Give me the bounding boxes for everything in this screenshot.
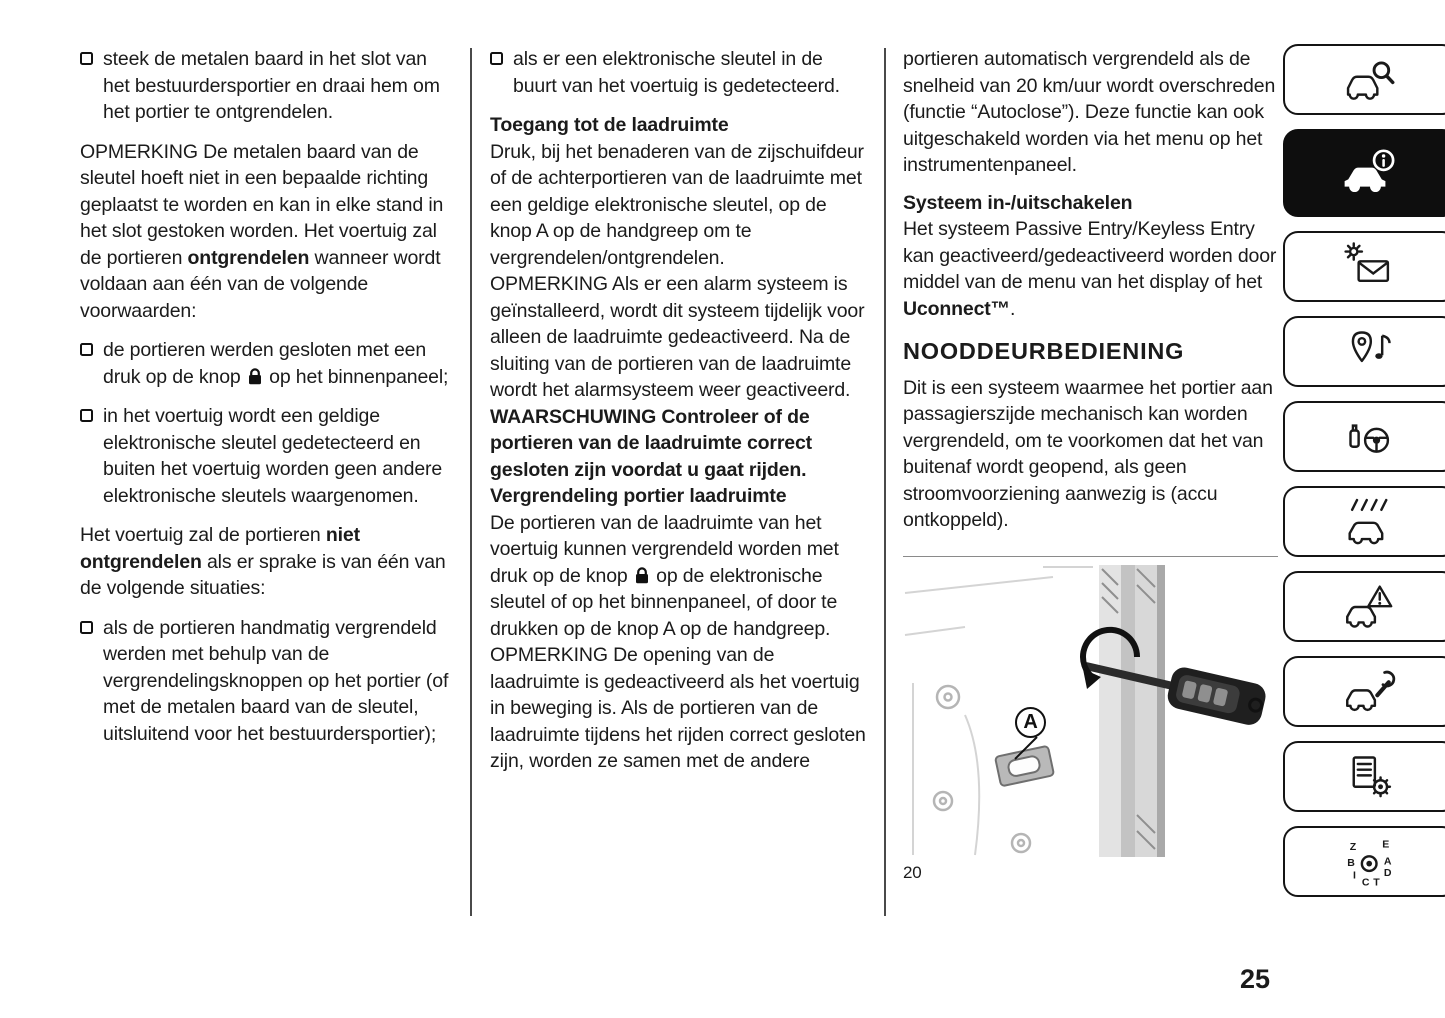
paragraph (490, 510, 866, 643)
list-item (80, 403, 454, 509)
sidebar-tab-driving-conditions[interactable] (1283, 486, 1445, 557)
text-run: Het systeem Passive Entry/Keyless Entry kan geactiveerd/gedeactiveerd worden door middel van de menu van het display of het (903, 218, 1277, 293)
warning-paragraph: WAARSCHUWING Controleer of de portieren van de laadruimte correct gesloten zijn voordat u gaat rijden. (490, 405, 813, 481)
paragraph: Druk, bij het benaderen van de zijschuifdeur of de achterportieren van de laadruimte met een geldige elektronische sleutel, op de knop A op de handgreep om te vergrendelen/ontgrendelen. (490, 140, 864, 269)
list-item (490, 46, 866, 99)
icon-pin-audio (1344, 326, 1396, 378)
sidebar-tab-alphabetical-index[interactable] (1283, 826, 1445, 897)
bullet-square-icon (80, 409, 93, 422)
chapter-heading: NOODDEURBEDIENING (903, 338, 1185, 364)
paragraph (903, 216, 1278, 322)
padlock-icon (248, 368, 262, 385)
paragraph: OPMERKING Als er een alarm systeem is geïnstalleerd, wordt dit systeem tijdelijk voor alleen de laadruimte gedeactiveerd. Na de sluiting van de portieren van de laadruimte wordt het alarmsysteem weer geactiveerd. (490, 273, 865, 401)
padlock-icon (635, 567, 649, 584)
paragraph: OPMERKING De opening van de laadruimte is gedeactiveerd als het voertuig in beweging is. Als de portieren van de laadruimte tijdens het rijden correct gesloten zijn, worden ze samen met de andere (490, 644, 866, 772)
figure-number: 20 (903, 862, 922, 882)
paragraph (80, 139, 454, 325)
section-heading: Vergrendeling portier laadruimte (490, 485, 787, 507)
icon-letters-gear (1344, 836, 1396, 888)
column-left (80, 46, 454, 760)
sidebar-tab-navigation-audio[interactable] (1283, 316, 1445, 387)
text-run: OPMERKING De metalen baard van de sleutel hoeft niet in een bepaalde richting geplaatst te worden en kan in elke stand in het slot gestoken worden. Het voertuig zal de portieren (80, 140, 444, 269)
sidebar-tab-starting-driving[interactable] (1283, 401, 1445, 472)
sidebar-tab-maintenance[interactable] (1283, 656, 1445, 727)
list-item (80, 46, 454, 126)
list-item (80, 615, 454, 748)
text-run: Het voertuig zal de portieren (80, 524, 326, 546)
bullet-square-icon (490, 52, 503, 65)
bullet-square-icon (80, 343, 93, 356)
sidebar-tab-dashboard-info[interactable] (1283, 129, 1445, 217)
bullet-text: als er een elektronische sleutel in de buurt van het voertuig is gedetecteerd. (513, 48, 840, 97)
section-heading: Systeem in-/uitschakelen (903, 191, 1133, 214)
text-run: de portieren werden gesloten met een druk op de knop (103, 339, 427, 388)
list-item (80, 337, 454, 390)
bullet-text: als de portieren handmatig vergrendeld werden met behulp van de vergrendelingsknoppen op het portier (of met de metalen baard van de sleutel, uitsluitend voor het bestuurdersportier); (103, 616, 449, 745)
sidebar-tab-lights-messages[interactable] (1283, 231, 1445, 302)
bullet-text: steek de metalen baard in het slot van het bestuurdersportier en draai hem om het portier te ontgrendelen. (103, 48, 440, 123)
column-divider (884, 48, 886, 916)
column-right (903, 46, 1278, 886)
sidebar-tab-vehicle-overview[interactable] (1283, 44, 1445, 115)
section-heading: Toegang tot de laadruimte (490, 114, 729, 136)
bullet-text (103, 337, 454, 390)
sidebar-tab-technical-data[interactable] (1283, 741, 1445, 812)
icon-car-search (1344, 54, 1396, 106)
icon-steering-bottle (1344, 411, 1396, 463)
text-run: op de elektronische sleutel of op het binnenpaneel, of door te drukken op de knop A op de handgreep. (490, 564, 838, 640)
icon-mail-sun (1344, 241, 1396, 293)
icon-car-info (1341, 144, 1399, 202)
page-number: 25 (1240, 964, 1271, 994)
bullet-square-icon (80, 621, 93, 634)
text-run-bold: Uconnect™ (903, 297, 1010, 320)
text-run: De portieren van de laadruimte van het voertuig kunnen vergrendeld worden met druk op de knop (490, 511, 839, 587)
icon-car-triangle (1344, 581, 1396, 633)
door-lock-illustration (903, 565, 1277, 857)
text-run: wanneer wordt voldaan aan één van de volgende voorwaarden: (80, 246, 441, 322)
bullet-square-icon (80, 52, 93, 65)
icon-car-wrench (1344, 666, 1396, 718)
figure-door-lock (903, 556, 1278, 887)
text-run-bold: ontgrendelen (187, 246, 310, 269)
column-divider (470, 48, 472, 916)
sidebar-tab-emergency[interactable] (1283, 571, 1445, 642)
paragraph (80, 522, 454, 602)
callout-a-label: A (1015, 707, 1046, 738)
text-run: als er sprake is van één van de volgende situaties: (80, 550, 446, 599)
text-run: . (1010, 297, 1016, 320)
icon-doc-gear (1344, 751, 1396, 803)
bullet-text: in het voertuig wordt een geldige elektronische sleutel gedetecteerd en buiten het voertuig worden geen andere elektronische sleutels waargenomen. (103, 405, 443, 507)
paragraph: Dit is een systeem waarmee het portier aan passagierszijde mechanisch kan worden vergrendeld, om te voorkomen dat het van buitenaf wordt geopend, als geen stroomvoorziening aanwezig is (accu ontkoppeld). (903, 376, 1273, 531)
paragraph: portieren automatisch vergrendeld als de snelheid van 20 km/uur wordt overschreden (functie “Autoclose”). Deze functie kan ook uitgeschakeld worden via het menu op het instrumentenpaneel. (903, 48, 1276, 176)
icon-car-lines (1344, 496, 1396, 548)
column-middle (490, 46, 866, 775)
sidebar (1283, 44, 1445, 897)
text-run-bold: niet ontgrendelen (80, 524, 360, 573)
text-run: op het binnenpaneel; (263, 365, 449, 388)
